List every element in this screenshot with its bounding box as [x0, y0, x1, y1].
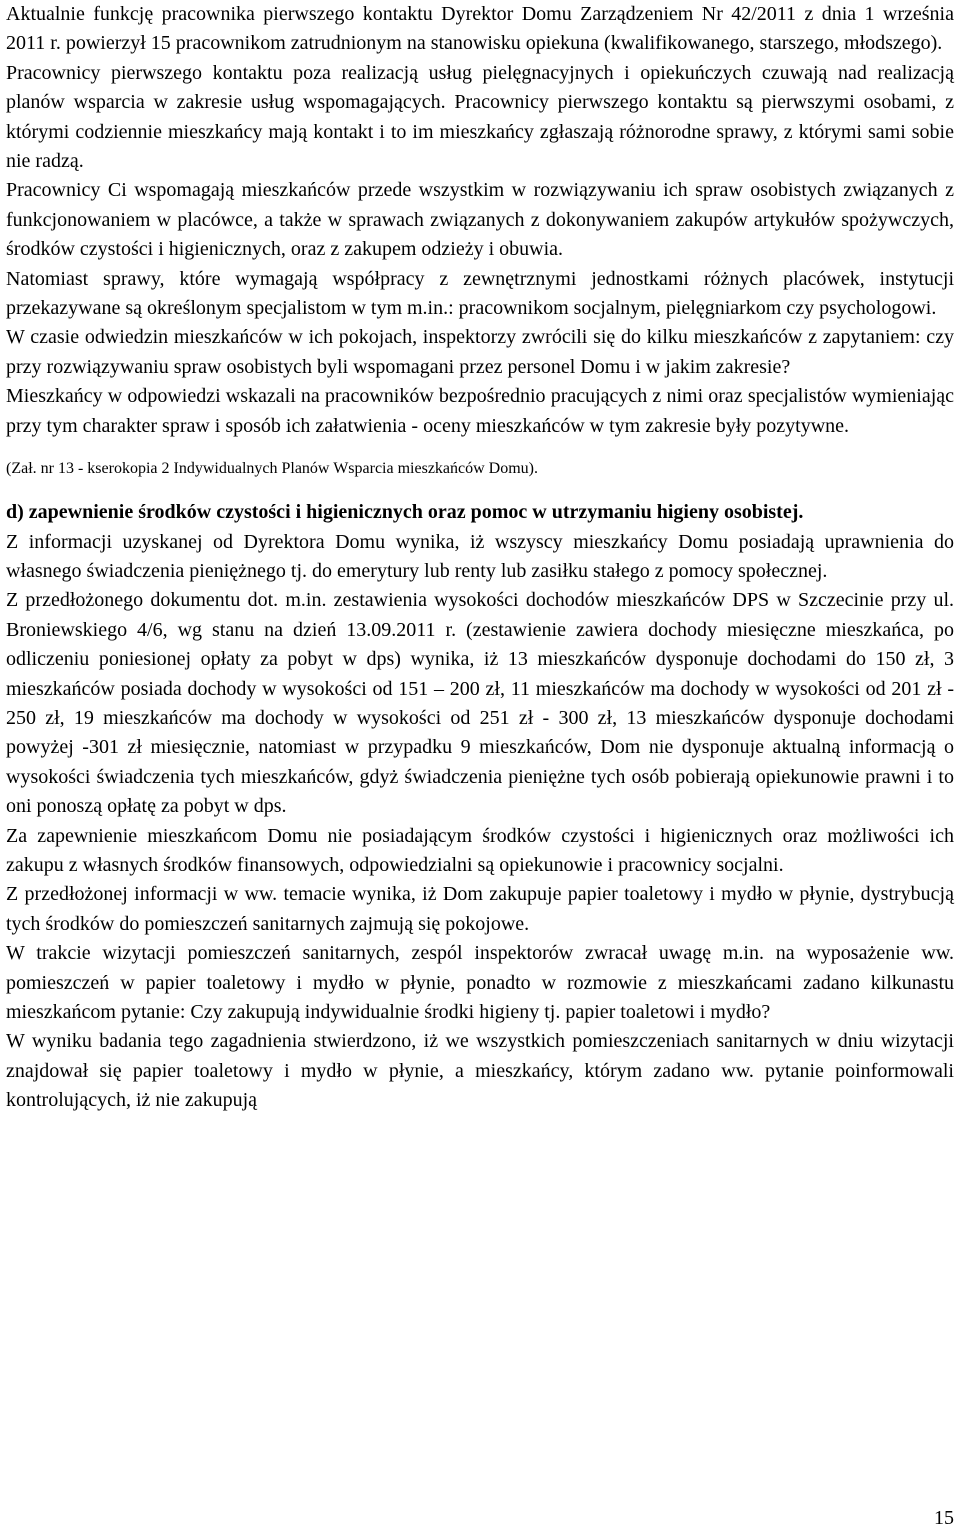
- paragraph: Natomiast sprawy, które wymagają współpracy z zewnętrznymi jednostkami różnych placówek, instytucji przekazywane są określonym specjalistom w tym m.in.: pracownikom socjalnym, pielęgniarkom czy psychologowi.: [6, 267, 954, 320]
- paragraph: Za zapewnienie mieszkańcom Domu nie posiadającym środków czystości i higienicznych oraz możliwości ich zakupu z własnych środków finansowych, odpowiedzialni są opiekunowie i pracownicy socjalni.: [6, 824, 954, 876]
- paragraph: Z przedłożonej informacji w ww. temacie wynika, iż Dom zakupuje papier toaletowy i mydło w płynie, dystrybucją tych środków do pomieszczeń sanitarnych zajmują się pokojowe.: [6, 883, 954, 935]
- section-heading: d) zapewnienie środków czystości i higienicznych oraz pomoc w utrzymaniu higieny osobistej.: [6, 501, 804, 524]
- paragraph: W wyniku badania tego zagadnienia stwierdzono, iż we wszystkich pomieszczeniach sanitarnych w dniu wizytacji znajdował się papier toaletowy i mydło w płynie, a mieszkańcy, którym zadano ww. pytanie poinformowali kontrolujących, iż nie zakupują: [6, 1030, 954, 1112]
- document-page: [6, 0, 954, 1116]
- paragraph: Mieszkańcy w odpowiedzi wskazali na pracowników bezpośrednio pracujących z nimi oraz specjalistów wymieniając przy tym charakter spraw i sposób ich załatwienia - oceny mieszkańców w tym zakresie były pozytywne.: [6, 385, 954, 437]
- paragraph: W czasie odwiedzin mieszkańców w ich pokojach, inspektorzy zwrócili się do kilku mieszkańców z zapytaniem: czy przy rozwiązywaniu spraw osobistych byli wspomagani przez personel Domu i w jakim zakresie?: [6, 326, 954, 378]
- attachment-note: (Zał. nr 13 - kserokopia 2 Indywidualnych Planów Wsparcia mieszkańców Domu).: [6, 460, 539, 478]
- paragraph: Pracownicy Ci wspomagają mieszkańców przede wszystkim w rozwiązywaniu ich spraw osobistych związanych z funkcjonowaniem w placówce, a także w sprawach związanych z dokonywaniem zakupów artykułów spożywczych, środków czystości i higienicznych, oraz z zakupem odzieży i obuwia.: [6, 179, 954, 261]
- paragraph: Aktualnie funkcję pracownika pierwszego kontaktu Dyrektor Domu Zarządzeniem Nr 42/2011 z dnia 1 września 2011 r. powierzył 15 pracownikom zatrudnionym na stanowisku opiekuna (kwalifikowanego, starszego, młodszego).: [6, 3, 954, 55]
- page-number: 15: [934, 1507, 954, 1529]
- paragraph: Pracownicy pierwszego kontaktu poza realizacją usług pielęgnacyjnych i opiekuńczych czuwają nad realizacją planów wsparcia w zakresie usług wspomagających. Pracownicy pierwszego kontaktu są pierwszymi osobami, z którymi codziennie mieszkańcy mają kontakt i to im mieszkańcy zgłaszają różnorodne sprawy, z którymi sami sobie nie radzą.: [6, 61, 954, 173]
- paragraph: Z informacji uzyskanej od Dyrektora Domu wynika, iż wszyscy mieszkańcy Domu posiadają uprawnienia do własnego świadczenia pieniężnego tj. do emerytury lub renty lub zasiłku stałego z pomocy społecznej.: [6, 530, 954, 582]
- paragraph: W trakcie wizytacji pomieszczeń sanitarnych, zespól inspektorów zwracał uwagę m.in. na wyposażenie ww. pomieszczeń w papier toaletowy i mydło w płynie, ponadto w rozmowie z mieszkańcami zadano kilkunastu mieszkańcom pytanie: Czy zakupują indywidualnie środki higieny tj. papier toaletowi i mydło?: [6, 942, 954, 1023]
- paragraph: Z przedłożonego dokumentu dot. m.in. zestawienia wysokości dochodów mieszkańców DPS w Szczecinie przy ul. Broniewskiego 4/6, wg stanu na dzień 13.09.2011 r. (zestawienie zawiera dochody miesięczne mieszkańca, po odliczeniu poniesionej opłaty za pobyt w dps) wynika, iż 13 mieszkańców dysponuje dochodami do 150 zł, 3 mieszkańców posiada dochody w wysokości od 151 – 200 zł, 11 mieszkańców ma dochody w wysokości od 201 zł - 250 zł, 19 mieszkańców ma dochody w wysokości od 251 zł - 300 zł, 13 mieszkańców dysponuje dochodami powyżej -301 zł miesięcznie, natomiast w przypadku 9 mieszkańców, Dom nie dysponuje aktualną informacją o wysokości świadczenia tych mieszkańców, gdyż świadczenia pieniężne tych osób pobierają opiekunowie prawni i to oni ponoszą opłatę za pobyt w dps.: [6, 589, 954, 818]
